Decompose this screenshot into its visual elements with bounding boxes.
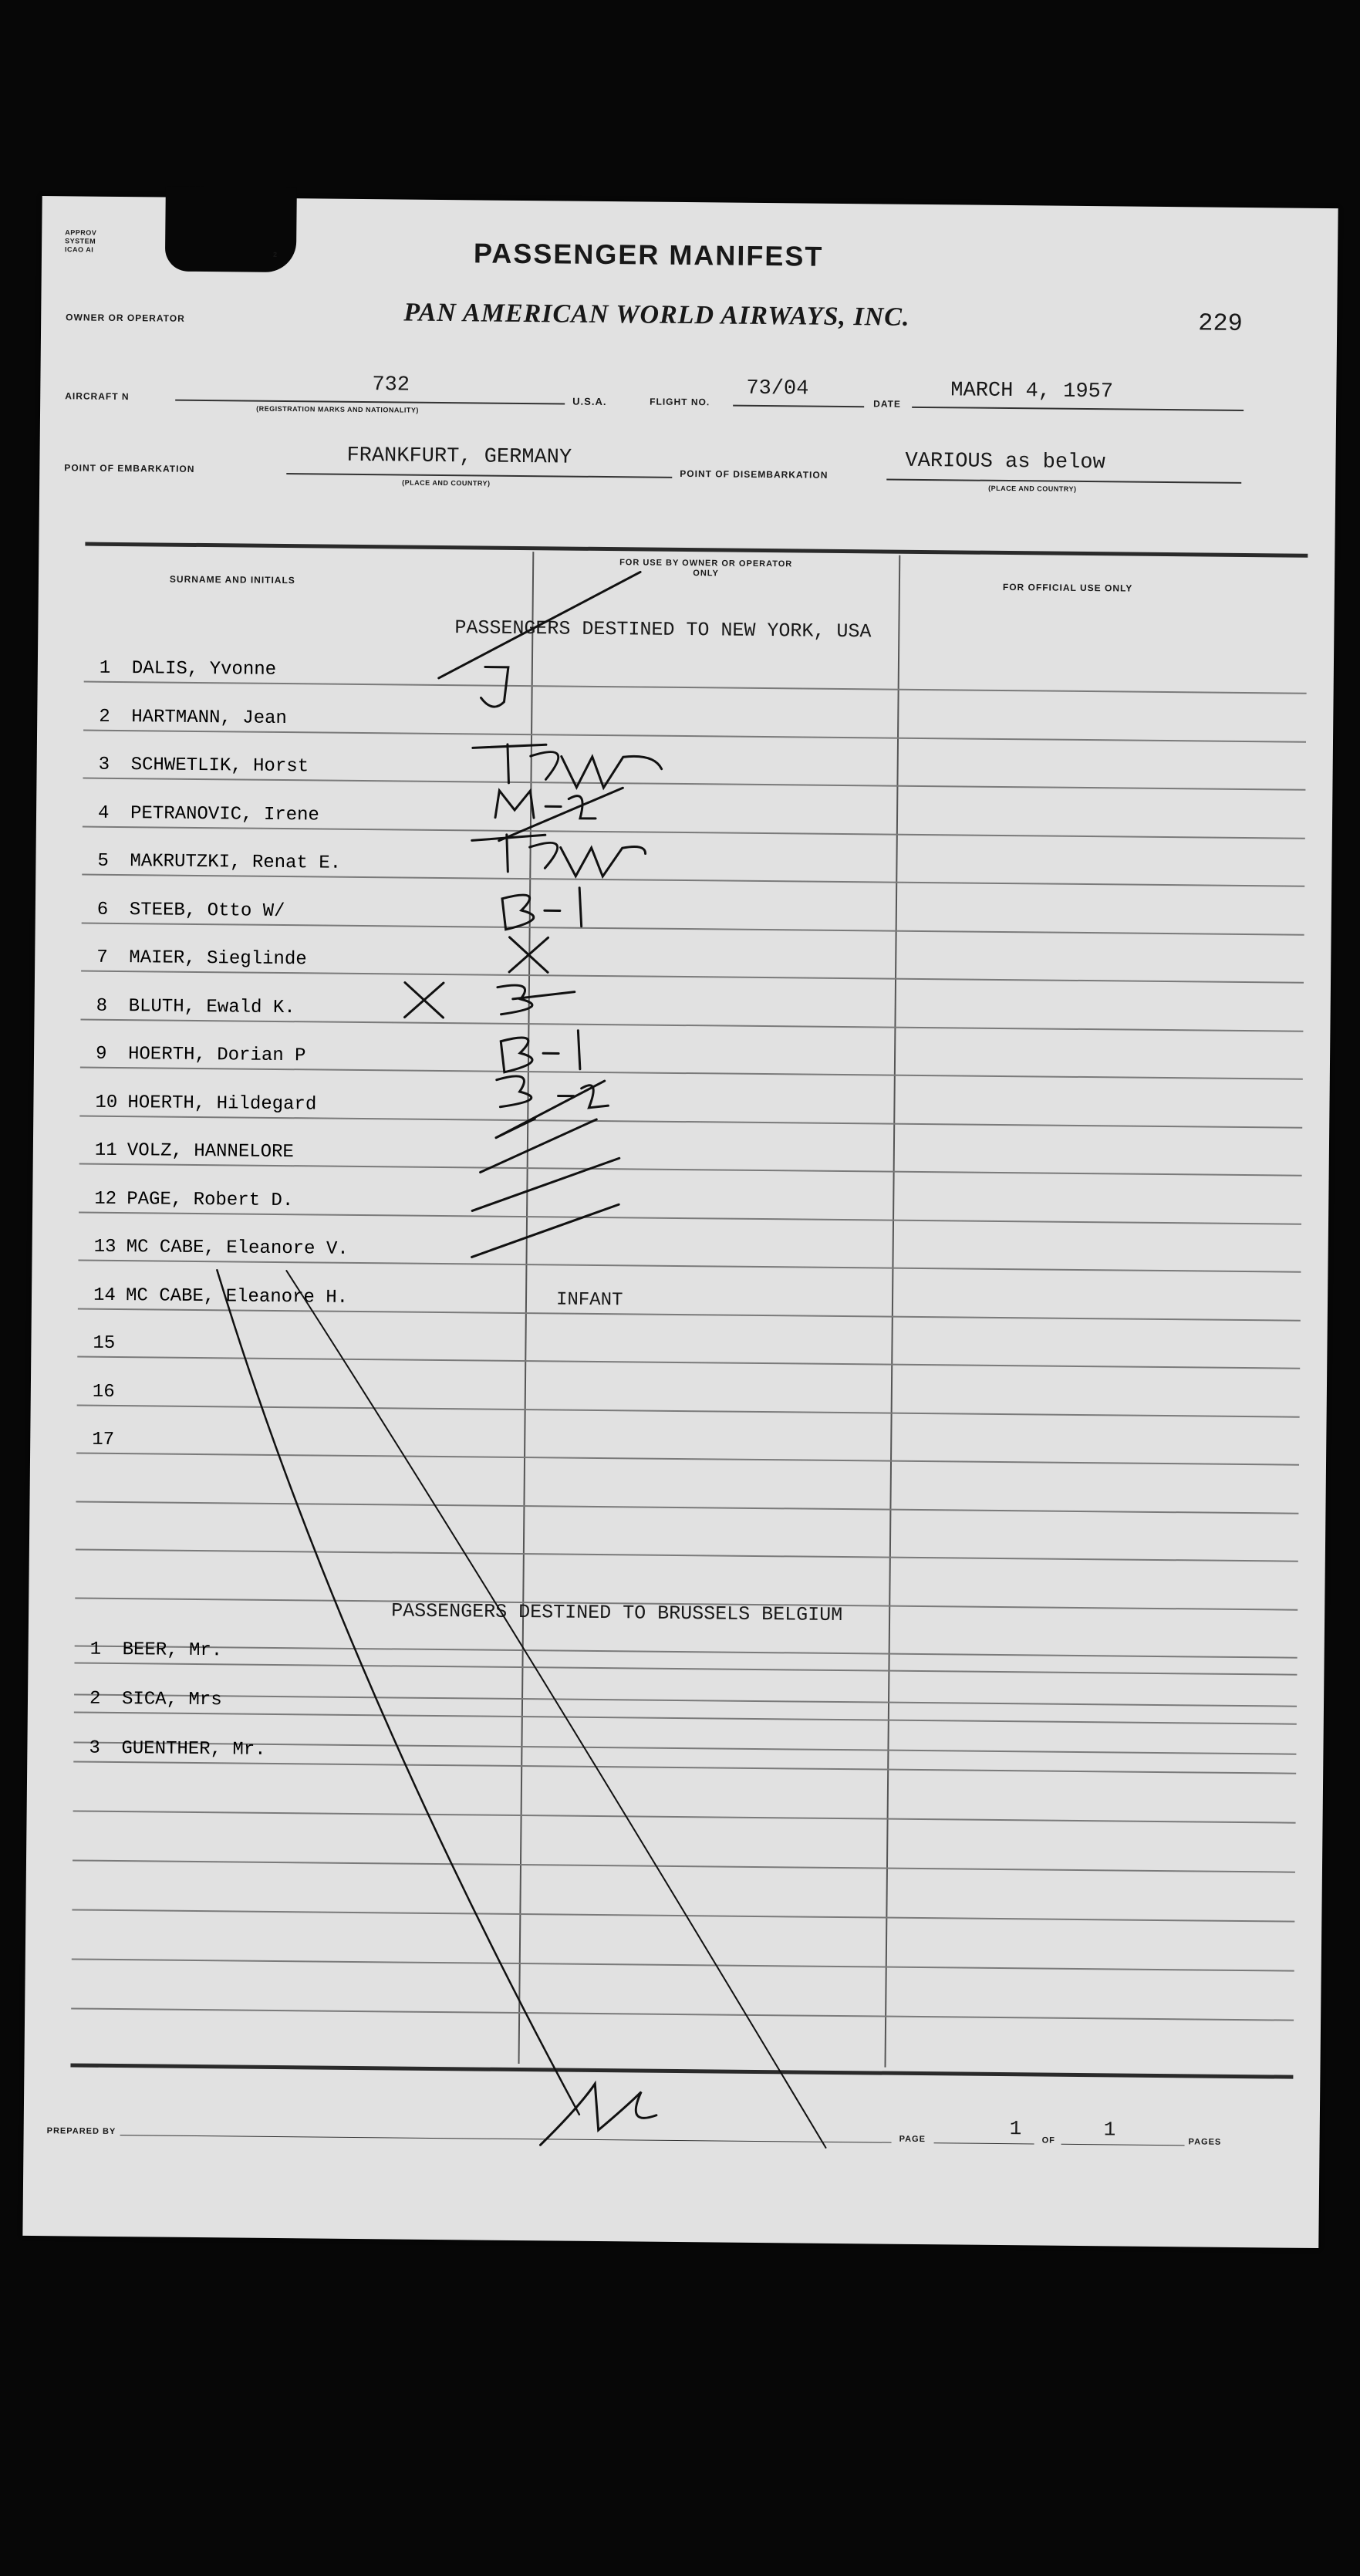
hand-mark-b1-2 — [501, 1030, 581, 1073]
col-header-owner: FOR USE BY OWNER OR OPERATOR ONLY — [619, 558, 793, 579]
row-number: 12 — [94, 1188, 117, 1210]
diagonal-void-line — [278, 1271, 835, 2148]
passenger-name: SCHWETLIK, Horst — [130, 755, 309, 778]
passenger-name: HOERTH, Dorian P — [127, 1044, 306, 1067]
ruled-line — [74, 1662, 1297, 1675]
row-number: 15 — [93, 1332, 116, 1354]
ruled-line — [78, 1260, 1301, 1273]
passenger-row — [89, 1689, 222, 1711]
passenger-row — [95, 1140, 294, 1163]
registration-note: (REGISTRATION MARKS AND NATIONALITY) — [256, 404, 419, 414]
row-number: 6 — [96, 899, 109, 920]
ruled-line — [82, 922, 1304, 935]
usa-label: U.S.A. — [572, 395, 607, 408]
row-number: 9 — [95, 1043, 107, 1065]
hand-mark-j — [481, 667, 508, 707]
date-value: MARCH 4, 1957 — [950, 379, 1114, 404]
ruled-line — [72, 1958, 1294, 1971]
passenger-name: PETRANOVIC, Irene — [130, 802, 320, 825]
row-number: 16 — [92, 1381, 115, 1403]
ruled-line — [73, 1810, 1296, 1823]
passenger-row — [99, 755, 309, 778]
ruled-line — [76, 1548, 1298, 1561]
approval-suffix: 2 — [272, 250, 278, 258]
owner-note: INFANT — [555, 1288, 623, 1311]
ruled-line — [80, 1018, 1303, 1031]
passenger-name: MC CABE, Eleanore V. — [126, 1237, 349, 1260]
passenger-row — [95, 1092, 316, 1115]
ruled-line — [73, 1761, 1296, 1774]
approval-line: ICAO AI — [65, 245, 94, 254]
torn-corner — [165, 187, 297, 273]
row-number: 7 — [96, 947, 108, 968]
row-number: 14 — [93, 1285, 116, 1306]
page-value: 1 — [1009, 2117, 1022, 2141]
passenger-name: MAIER, Sieglinde — [129, 947, 307, 971]
disembark-note: (PLACE AND COUNTRY) — [988, 484, 1077, 493]
passenger-name: VOLZ, HANNELORE — [127, 1140, 295, 1163]
hand-mark-x2 — [405, 983, 444, 1018]
row-number: 8 — [96, 995, 108, 1017]
row-number: 1 — [99, 657, 111, 679]
disembark-label: POINT OF DISEMBARKATION — [680, 468, 828, 481]
column-divider — [518, 552, 535, 2064]
hand-mark-b2-2 — [496, 1076, 609, 1139]
passenger-row — [93, 1381, 125, 1402]
embark-note: (PLACE AND COUNTRY) — [402, 478, 491, 488]
passenger-name: BEER, Mr. — [122, 1639, 223, 1662]
ruled-line — [76, 1501, 1298, 1514]
ruled-line — [73, 1859, 1295, 1872]
table-bottom-rule — [70, 2063, 1293, 2078]
ruled-line — [76, 1452, 1299, 1465]
passenger-row — [96, 1044, 306, 1067]
row-number: 10 — [95, 1092, 118, 1113]
pages-label: PAGES — [1188, 2137, 1222, 2147]
row-number: 3 — [98, 754, 110, 775]
ruled-line — [77, 1404, 1300, 1417]
passenger-row — [97, 851, 341, 874]
passenger-name: HOERTH, Hildegard — [127, 1092, 317, 1115]
ruled-line — [74, 1693, 1297, 1707]
passenger-row — [93, 1333, 125, 1354]
page-title: PASSENGER MANIFEST — [473, 237, 824, 272]
passenger-row — [92, 1430, 124, 1450]
passenger-name: BLUTH, Ewald K. — [128, 995, 295, 1018]
disembark-value: VARIOUS as below — [905, 449, 1105, 475]
aircraft-value: 732 — [372, 373, 410, 397]
passenger-row — [96, 995, 295, 1018]
approval-block — [65, 228, 96, 254]
passenger-name: PAGE, Robert D. — [127, 1188, 294, 1211]
row-number: 4 — [97, 802, 110, 824]
passenger-row — [96, 947, 307, 971]
passenger-row — [97, 899, 285, 921]
col-header-surname: SURNAME AND INITIALS — [169, 573, 295, 586]
page-number: 229 — [1198, 309, 1243, 338]
ruled-line — [79, 1211, 1301, 1224]
ruled-line — [75, 1645, 1298, 1658]
passenger-row — [89, 1738, 265, 1761]
row-number: 2 — [99, 706, 110, 728]
manifest-sheet — [22, 196, 1338, 2248]
operator-name: PAN AMERICAN WORLD AIRWAYS, INC. — [403, 298, 910, 332]
passenger-name: MAKRUTZKI, Renat E. — [130, 851, 342, 874]
ruled-line — [72, 1909, 1294, 1922]
owner-label: OWNER OR OPERATOR — [66, 312, 185, 324]
row-number: 17 — [92, 1429, 115, 1450]
hand-mark-m2 — [495, 787, 623, 842]
passenger-name: GUENTHER, Mr. — [121, 1738, 266, 1761]
ruled-line — [78, 1308, 1301, 1321]
of-value: 1 — [1103, 2118, 1116, 2142]
passenger-row — [99, 706, 287, 728]
page-label: PAGE — [899, 2134, 926, 2145]
hand-mark-slash — [472, 1156, 619, 1212]
ruled-line — [83, 778, 1305, 791]
flight-value: 73/04 — [746, 376, 809, 401]
hand-mark-slash — [472, 1203, 619, 1258]
passenger-row — [98, 802, 319, 825]
passenger-name: MC CABE, Eleanore H. — [125, 1285, 349, 1308]
aircraft-label: AIRCRAFT N — [65, 390, 130, 403]
passenger-name: SICA, Mrs — [121, 1689, 222, 1711]
embark-label: POINT OF EMBARKATION — [64, 462, 195, 474]
section-heading-brussels: PASSENGERS DESTINED TO BRUSSELS BELGIUM — [391, 1599, 843, 1627]
row-number: 11 — [94, 1139, 117, 1161]
ruled-line — [77, 1356, 1300, 1369]
ruled-line — [83, 825, 1305, 839]
passenger-row — [93, 1285, 348, 1308]
passenger-name: STEEB, Otto W/ — [129, 899, 285, 922]
column-divider — [884, 555, 900, 2068]
ruled-line — [71, 2007, 1294, 2021]
hand-mark-b1 — [502, 887, 582, 930]
approval-line: SYSTEM — [65, 237, 96, 245]
row-number: 5 — [97, 850, 109, 872]
ruled-line — [79, 1163, 1302, 1177]
row-number: 2 — [89, 1688, 101, 1710]
ruled-line — [74, 1711, 1297, 1724]
of-label: OF — [1041, 2135, 1055, 2146]
signature — [541, 2083, 657, 2146]
row-number: 1 — [89, 1639, 102, 1660]
diagonal-void-line — [209, 1270, 587, 2115]
passenger-row — [90, 1639, 223, 1662]
passenger-name: HARTMANN, Jean — [131, 706, 288, 729]
row-number: 3 — [89, 1737, 100, 1759]
ruled-line — [79, 1115, 1302, 1128]
hand-mark-b2 — [498, 985, 575, 1015]
ruled-line — [80, 1067, 1303, 1080]
flight-label: FLIGHT NO. — [650, 396, 710, 408]
hand-mark-trwov — [471, 834, 645, 876]
hand-mark-slash — [481, 1119, 597, 1173]
embark-value: FRANKFURT, GERMANY — [346, 444, 572, 470]
passenger-row — [100, 658, 276, 680]
row-number: 13 — [93, 1236, 116, 1258]
passenger-row — [94, 1237, 349, 1260]
passenger-name: DALIS, Yvonne — [131, 658, 277, 680]
ruled-line — [81, 971, 1304, 984]
table-top-rule — [85, 542, 1308, 558]
ruled-line — [84, 681, 1307, 694]
ruled-line — [83, 729, 1306, 742]
col-header-official: FOR OFFICIAL USE ONLY — [1002, 581, 1133, 594]
approval-line: APPROV — [65, 228, 97, 237]
ruled-line — [82, 874, 1304, 887]
section-heading-newyork: PASSENGERS DESTINED TO NEW YORK, USA — [454, 616, 872, 643]
date-label: DATE — [873, 398, 902, 410]
prepared-label: PREPARED BY — [46, 2126, 116, 2137]
passenger-row — [94, 1188, 293, 1210]
